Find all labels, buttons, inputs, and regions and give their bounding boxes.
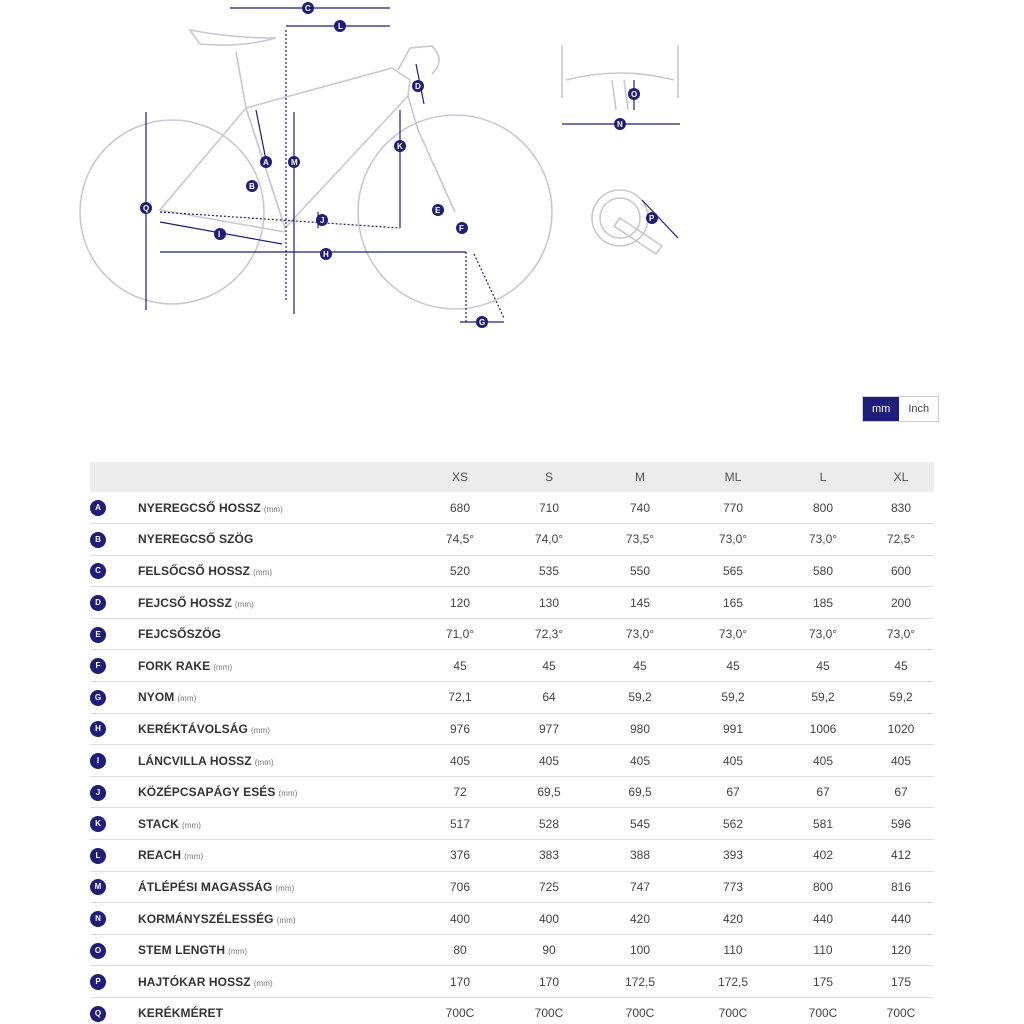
marker-badge: H: [90, 721, 106, 737]
table-cell: 596: [868, 808, 934, 840]
table-cell: 120: [868, 934, 934, 966]
svg-text:A: A: [263, 158, 269, 167]
table-cell: 100: [592, 934, 688, 966]
dimension-lines: [146, 8, 680, 322]
label-text: KERÉKTÁVOLSÁG: [138, 721, 248, 736]
measurement-label: [138, 587, 414, 619]
table-cell: 376: [414, 840, 506, 872]
marker-l: [334, 20, 346, 32]
diagram-markers: [140, 2, 658, 328]
svg-text:M: M: [291, 158, 298, 167]
stem-handlebar: [398, 46, 439, 74]
unit-text: (mm): [278, 789, 298, 799]
bike-diagram-svg: [0, 0, 1024, 340]
measurement-label: [138, 492, 414, 524]
unit-text: (mm): [177, 694, 197, 704]
marker-badge: G: [90, 690, 106, 706]
measurement-label: [138, 776, 414, 808]
label-text: ÁTLÉPÉSI MAGASSÁG: [138, 879, 273, 894]
table-row: [90, 998, 934, 1024]
marker-badge: B: [90, 532, 106, 548]
table-cell: 175: [868, 966, 934, 998]
table-cell: 600: [868, 555, 934, 587]
svg-text:L: L: [338, 22, 343, 31]
marker-e: [432, 204, 444, 216]
svg-text:F: F: [459, 224, 464, 233]
marker-g: [476, 316, 488, 328]
marker-b: [246, 180, 258, 192]
table-row: [90, 555, 934, 587]
label-text: LÁNCVILLA HOSSZ: [138, 753, 252, 768]
table-row: [90, 808, 934, 840]
svg-text:I: I: [218, 230, 221, 239]
unit-text: (mm): [275, 883, 295, 893]
table-cell: 700C: [414, 998, 506, 1024]
unit-toggle: [862, 396, 939, 422]
marker-f: [456, 222, 468, 234]
marker-badge: L: [90, 848, 106, 864]
table-cell: 700C: [868, 998, 934, 1024]
table-cell: 393: [688, 840, 778, 872]
table-row: [90, 492, 934, 524]
marker-badge: Q: [90, 1006, 106, 1022]
table-row: [90, 776, 934, 808]
unit-text: (mm): [184, 852, 204, 862]
table-row: [90, 745, 934, 777]
table-cell: 45: [778, 650, 868, 682]
marker-a: [260, 156, 272, 168]
svg-text:N: N: [617, 120, 623, 129]
table-cell: 535: [506, 555, 592, 587]
label-text: NYEREGCSŐ SZÖG: [138, 532, 254, 547]
table-cell: 73,0°: [688, 618, 778, 650]
table-cell: 145: [592, 587, 688, 619]
table-cell: 562: [688, 808, 778, 840]
marker-badge: A: [90, 500, 106, 516]
table-cell: 520: [414, 555, 506, 587]
table-cell: 440: [868, 903, 934, 935]
table-row: [90, 903, 934, 935]
svg-text:K: K: [397, 142, 403, 151]
table-cell: 59,2: [688, 682, 778, 714]
marker-badge: K: [90, 816, 106, 832]
marker-h: [320, 248, 332, 260]
marker-badge: P: [90, 974, 106, 990]
table-cell: 580: [778, 555, 868, 587]
table-cell: 405: [868, 745, 934, 777]
table-cell: 400: [414, 903, 506, 935]
table-cell: 59,2: [778, 682, 868, 714]
table-cell: 90: [506, 934, 592, 966]
measurement-label: [138, 840, 414, 872]
marker-m: [288, 156, 300, 168]
table-cell: 45: [868, 650, 934, 682]
unit-text: (mm): [253, 978, 273, 988]
table-cell: 172,5: [688, 966, 778, 998]
table-cell: 412: [868, 840, 934, 872]
frame-main-triangle: [246, 68, 410, 228]
unit-text: (mm): [228, 947, 248, 957]
label-text: REACH: [138, 848, 182, 863]
table-cell: 71,0°: [414, 618, 506, 650]
label-text: KÖZÉPCSAPÁGY ESÉS: [138, 785, 276, 800]
table-cell: 773: [688, 871, 778, 903]
table-row: [90, 587, 934, 619]
crank-arm: [614, 218, 662, 254]
table-cell: 69,5: [592, 776, 688, 808]
table-cell: 130: [506, 587, 592, 619]
unit-mm-button[interactable]: mm: [863, 397, 899, 421]
unit-text: (mm): [263, 504, 283, 514]
table-cell: 700C: [506, 998, 592, 1024]
fork: [408, 96, 455, 212]
table-cell: 700C: [592, 998, 688, 1024]
table-cell: 980: [592, 713, 688, 745]
table-cell: 388: [592, 840, 688, 872]
measurement-label: [138, 713, 414, 745]
table-cell: 830: [868, 492, 934, 524]
table-cell: 400: [506, 903, 592, 935]
table-cell: 420: [592, 903, 688, 935]
label-text: FELSŐCSŐ HOSSZ: [138, 563, 251, 578]
table-cell: 73,0°: [778, 618, 868, 650]
svg-text:O: O: [631, 90, 638, 99]
table-cell: 420: [688, 903, 778, 935]
table-row: [90, 966, 934, 998]
measurement-label: [138, 555, 414, 587]
table-cell: 73,0°: [688, 524, 778, 556]
table-cell: 700C: [778, 998, 868, 1024]
marker-j: [316, 214, 328, 226]
table-row: [90, 618, 934, 650]
table-row: [90, 934, 934, 966]
table-cell: 977: [506, 713, 592, 745]
svg-text:D: D: [415, 82, 421, 91]
table-cell: 73,0°: [592, 618, 688, 650]
table-cell: 45: [688, 650, 778, 682]
table-cell: 581: [778, 808, 868, 840]
svg-text:E: E: [435, 206, 441, 215]
unit-text: (mm): [250, 725, 271, 735]
table-cell: 402: [778, 840, 868, 872]
unit-text: (mm): [253, 567, 273, 577]
marker-badge: J: [90, 785, 106, 801]
marker-n: [614, 118, 626, 130]
table-cell: 200: [868, 587, 934, 619]
marker-c: [302, 2, 314, 14]
table-row: [90, 871, 934, 903]
measurement-label: [138, 618, 414, 650]
measurement-label: [138, 934, 414, 966]
measurement-label: [138, 903, 414, 935]
measurement-label: [138, 966, 414, 998]
table-cell: 800: [778, 492, 868, 524]
table-cell: 545: [592, 808, 688, 840]
unit-text: (mm): [254, 757, 274, 767]
measurement-label: [138, 871, 414, 903]
table-cell: 67: [868, 776, 934, 808]
table-cell: 80: [414, 934, 506, 966]
table-cell: 72,5°: [868, 524, 934, 556]
marker-i: [214, 228, 226, 240]
svg-text:G: G: [479, 318, 486, 327]
table-row: [90, 840, 934, 872]
marker-d: [412, 80, 424, 92]
table-cell: 45: [592, 650, 688, 682]
table-cell: 170: [414, 966, 506, 998]
table-cell: 72,3°: [506, 618, 592, 650]
table-cell: 45: [414, 650, 506, 682]
table-cell: 165: [688, 587, 778, 619]
table-cell: 1006: [778, 713, 868, 745]
label-text: FEJCSŐSZÖG: [138, 627, 222, 642]
svg-text:Q: Q: [143, 204, 150, 213]
table-cell: 72,1: [414, 682, 506, 714]
marker-p: [646, 212, 658, 224]
table-row: [90, 713, 934, 745]
label-text: FORK RAKE: [138, 658, 211, 673]
table-cell: 700C: [688, 998, 778, 1024]
table-cell: 59,2: [592, 682, 688, 714]
table-cell: 120: [414, 587, 506, 619]
table-cell: 74,5°: [414, 524, 506, 556]
saddle: [190, 30, 276, 45]
size-header: M: [592, 462, 688, 492]
table-cell: 565: [688, 555, 778, 587]
marker-badge: F: [90, 658, 106, 674]
table-cell: 45: [506, 650, 592, 682]
table-cell: 991: [688, 713, 778, 745]
marker-badge: M: [90, 879, 106, 895]
table-cell: 170: [506, 966, 592, 998]
unit-text: (mm): [276, 915, 296, 925]
svg-text:P: P: [649, 214, 655, 223]
table-row: [90, 524, 934, 556]
table-cell: 69,5: [506, 776, 592, 808]
label-text: KERÉKMÉRET: [138, 1006, 224, 1021]
table-cell: 528: [506, 808, 592, 840]
measurement-label: [138, 745, 414, 777]
table-cell: 405: [778, 745, 868, 777]
svg-text:J: J: [320, 216, 325, 225]
svg-text:B: B: [249, 182, 255, 191]
marker-o: [628, 88, 640, 100]
label-text: STACK: [138, 816, 179, 831]
frame-rear-triangle: [160, 108, 285, 232]
marker-badge: C: [90, 563, 106, 579]
bike-outline: [80, 30, 678, 309]
table-cell: 383: [506, 840, 592, 872]
table-cell: 172,5: [592, 966, 688, 998]
table-cell: 73,0°: [868, 618, 934, 650]
size-header-row: [90, 462, 934, 492]
table-cell: 550: [592, 555, 688, 587]
seatpost: [236, 52, 246, 108]
marker-badge: E: [90, 627, 106, 643]
table-cell: 72: [414, 776, 506, 808]
unit-text: (mm): [213, 662, 233, 672]
table-cell: 706: [414, 871, 506, 903]
label-text: NYOM: [138, 690, 175, 705]
table-cell: 680: [414, 492, 506, 524]
table-cell: 110: [778, 934, 868, 966]
table-cell: 440: [778, 903, 868, 935]
table-cell: 73,5°: [592, 524, 688, 556]
table-cell: 517: [414, 808, 506, 840]
marker-q: [140, 202, 152, 214]
size-header: XS: [414, 462, 506, 492]
size-header: XL: [868, 462, 934, 492]
table-row: [90, 682, 934, 714]
measurement-label: [138, 808, 414, 840]
table-cell: 67: [688, 776, 778, 808]
measurement-label: [138, 524, 414, 556]
geometry-table: [90, 462, 934, 1024]
table-cell: 770: [688, 492, 778, 524]
table-cell: 725: [506, 871, 592, 903]
measurement-label: [138, 682, 414, 714]
measurement-label: [138, 650, 414, 682]
table-row: [90, 650, 934, 682]
table-cell: 59,2: [868, 682, 934, 714]
label-text: KORMÁNYSZÉLESSÉG: [138, 911, 274, 926]
table-cell: 710: [506, 492, 592, 524]
measurement-label: [138, 998, 414, 1024]
table-cell: 405: [506, 745, 592, 777]
label-text: NYEREGCSŐ HOSSZ: [138, 500, 261, 515]
table-cell: 740: [592, 492, 688, 524]
size-header: L: [778, 462, 868, 492]
size-header: ML: [688, 462, 778, 492]
table-cell: 175: [778, 966, 868, 998]
table-cell: 405: [592, 745, 688, 777]
label-text: HAJTÓKAR HOSSZ: [138, 974, 251, 989]
table-cell: 110: [688, 934, 778, 966]
handlebar-front: [562, 45, 678, 110]
svg-text:C: C: [305, 4, 311, 13]
label-text: FEJCSŐ HOSSZ: [138, 595, 232, 610]
table-cell: 74,0°: [506, 524, 592, 556]
size-header: S: [506, 462, 592, 492]
marker-badge: O: [90, 943, 106, 959]
unit-text: (mm): [181, 820, 202, 830]
geometry-diagram: [0, 0, 1024, 340]
table-cell: 405: [414, 745, 506, 777]
marker-badge: N: [90, 911, 106, 927]
table-cell: 67: [778, 776, 868, 808]
table-cell: 800: [778, 871, 868, 903]
table-cell: 73,0°: [778, 524, 868, 556]
table-cell: 747: [592, 871, 688, 903]
table-cell: 976: [414, 713, 506, 745]
label-text: STEM LENGTH: [138, 943, 226, 958]
svg-text:H: H: [323, 250, 329, 259]
table-cell: 185: [778, 587, 868, 619]
marker-k: [394, 140, 406, 152]
marker-badge: D: [90, 595, 106, 611]
marker-badge: I: [90, 753, 106, 769]
unit-text: (mm): [234, 599, 254, 609]
table-cell: 816: [868, 871, 934, 903]
table-cell: 1020: [868, 713, 934, 745]
table-cell: 64: [506, 682, 592, 714]
table-cell: 405: [688, 745, 778, 777]
unit-inch-button[interactable]: Inch: [899, 397, 938, 421]
